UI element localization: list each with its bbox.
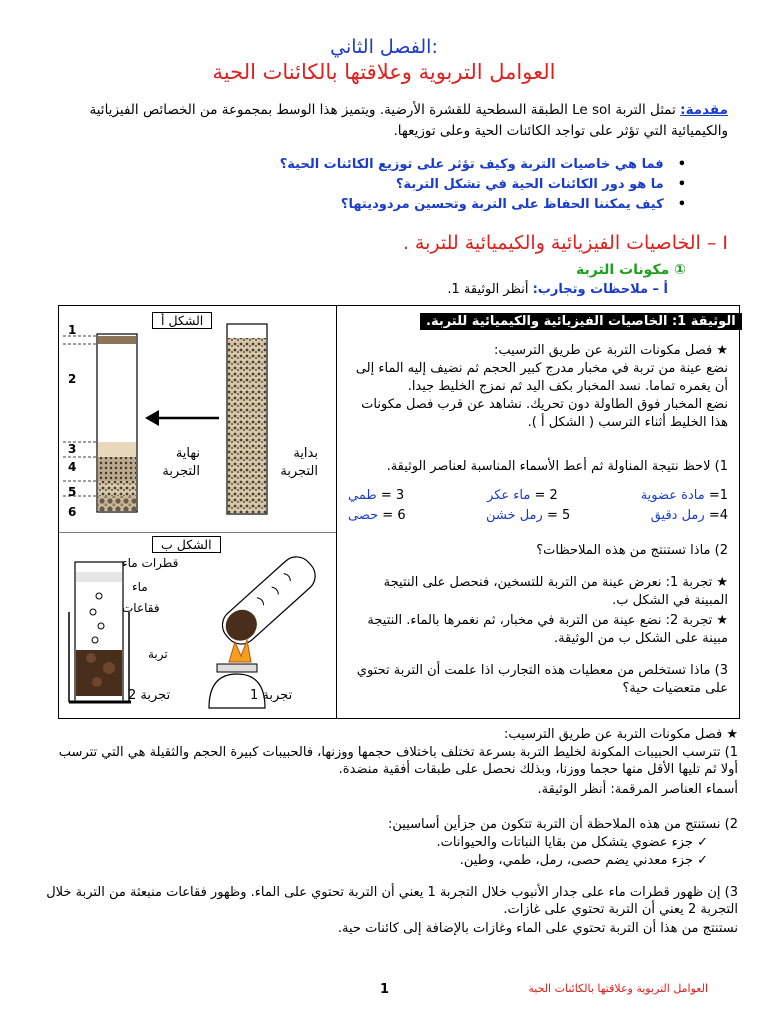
figure-a-tag: الشكل أ — [152, 312, 212, 329]
answer-2-item: ✓ جزء عضوي يتشكل من بقايا النباتات والحيوانات. — [436, 835, 708, 850]
end-label: نهاية التجربة — [162, 446, 200, 479]
answer-1: 1) تترسب الحبيبات المكونة لخليط التربة بسرعة تختلف باختلاف حجمها ووزنها، فالحبيبات كبيرة الحجم والثقيلة هي التي تترسب أولا ثم تليها الأقل منها حجما ووزنا، وبذلك نحصل على طبقات أفقية منضدة. — [58, 745, 738, 777]
start-label: بداية التجربة — [280, 446, 318, 479]
page-number: 1 — [380, 982, 390, 997]
document-exp2: ★ تجربة 2: نضع عينة من التربة في مخبار، ثم نغمرها بالماء. النتيجة مبينة على الشكل ب من الوثيقة. — [367, 613, 728, 646]
intro-paragraph — [38, 100, 728, 142]
layer-label: 1 — [68, 323, 77, 337]
document-divider — [336, 305, 337, 719]
name-item: 2 = ماء عكر — [487, 488, 558, 503]
figure-a — [59, 306, 336, 528]
intro-label: مقدمة: — [680, 102, 728, 118]
names-row-1 — [348, 486, 728, 506]
name-item: 4= رمل دقيق — [650, 508, 728, 523]
document-p3: نضع المخبار فوق الطاولة دون تحريك. نشاهد عن قرب فصل مكونات هذا الخليط أثناء الترسب ( الشكل أ ). — [361, 397, 728, 430]
figure-b — [59, 532, 336, 718]
answer-2: 2) نستنتج من هذه الملاحظة أن التربة تتكون من جزأين أساسيين: — [388, 817, 738, 832]
name-item: 1= مادة عضوية — [640, 488, 728, 503]
soil-label: تربة — [148, 647, 168, 661]
cylinder-start — [227, 324, 267, 514]
arrow-icon — [145, 410, 219, 426]
footer-title: العوامل التربوية وعلاقتها بالكائنات الحية — [528, 982, 708, 995]
list-item: • ما هو دور الكائنات الحية في تشكل التربة؟ — [166, 175, 686, 195]
experiment-2-label: تجربة 2 — [128, 688, 171, 703]
document-q2: 2) ماذا تستنتج من هذه الملاحظات؟ — [536, 543, 728, 558]
layer-label: 6 — [68, 505, 77, 519]
document-p1: ★ فصل مكونات التربة عن طريق الترسيب: — [494, 343, 728, 358]
intro-text: تمثل التربة Le sol الطبقة السطحية للقشرة الأرضية. ويتميز هذا الوسط بمجموعة من الخصائص الفيزيائية والكيميائية التي تؤثر على تواجد الكائنات الحية وعلى توزيعها. — [89, 102, 728, 139]
list-item: • كيف يمكننا الحفاظ على التربة وتحسين مردوديتها؟ — [166, 195, 686, 215]
observations-label: أ – ملاحظات وتجارب: — [532, 282, 668, 297]
layer-label: 4 — [68, 460, 77, 474]
answer-2-item: ✓ جزء معدني يضم حصى، رمل، طمي، وطين. — [459, 853, 708, 868]
page-title: العوامل التربوية وعلاقتها بالكائنات الحية — [212, 60, 556, 84]
observations-text: أنظر الوثيقة 1. — [447, 282, 533, 297]
layer-label: 2 — [68, 372, 77, 386]
chapter-label: الفصل الثاني: — [330, 36, 438, 58]
figure-b-tag: الشكل ب — [152, 536, 221, 553]
water-drops-label: قطرات ماء — [122, 556, 179, 570]
names-row-2 — [348, 506, 728, 526]
document-title: الوثيقة 1: الخاصيات الفيزيائية والكيميائية للتربة. — [420, 313, 742, 330]
layer-label: 5 — [68, 485, 77, 499]
cylinder-end — [97, 334, 137, 512]
subsection-heading: ① مكونات التربة — [576, 262, 686, 278]
question-list — [166, 155, 686, 215]
document-q3: 3) ماذا تستخلص من معطيات هذه التجارب اذا علمت أن التربة تحتوي على متعضيات حية؟ — [356, 663, 728, 696]
document-q1: 1) لاحظ نتيجة المناولة ثم أعط الأسماء المناسبة لعناصر الوثيقة. — [386, 459, 728, 474]
name-item: 5 = رمل خشن — [486, 508, 571, 523]
list-item: • فما هي خاصيات التربة وكيف تؤثر على توزيع الكائنات الحية؟ — [166, 155, 686, 175]
subsection-observations — [447, 282, 668, 297]
answer-3b: نستنتج من هذا أن التربة تحتوي على الماء وغازات بالإضافة إلى كائنات حية. — [337, 921, 738, 936]
experiment-1-label: تجربة 1 — [250, 688, 293, 703]
bubbles-label: فقاعات — [122, 601, 160, 615]
document-p2: نضع عينة من تربة في مخبار مدرج كبير الحجم ثم نضيف إليه الماء إلى أن يغمره تماما. نسد المخبار بكف اليد ثم نمزج الخليط جيدا. — [355, 361, 728, 394]
answer-intro: ★ فصل مكونات التربة عن طريق الترسيب: — [504, 727, 738, 742]
answer-3: 3) إن ظهور قطرات ماء على جدار الأنبوب خلال التجربة 1 يعني أن التربة تحتوي على الماء. وظهور فقاعات منبعثة من التربة خلال التجربة 2 يعني أن التربة تحتوي على غازات. — [46, 885, 738, 917]
name-item: 3 = طمي — [348, 488, 405, 503]
experiment-2-apparatus — [69, 562, 131, 702]
answer-1b: أسماء العناصر المرقمة: أنظر الوثيقة. — [537, 782, 738, 797]
document-exp1: ★ تجربة 1: نعرض عينة من التربة للتسخين، فنحصل على النتيجة المبينة في الشكل ب. — [383, 575, 728, 608]
experiment-1-apparatus — [209, 550, 322, 708]
water-label: ماء — [132, 580, 148, 594]
name-item: 6 = حصى — [348, 508, 406, 523]
layer-label: 3 — [68, 442, 77, 456]
section-heading: I – الخاصيات الفيزيائية والكيميائية للتربة . — [402, 232, 728, 254]
